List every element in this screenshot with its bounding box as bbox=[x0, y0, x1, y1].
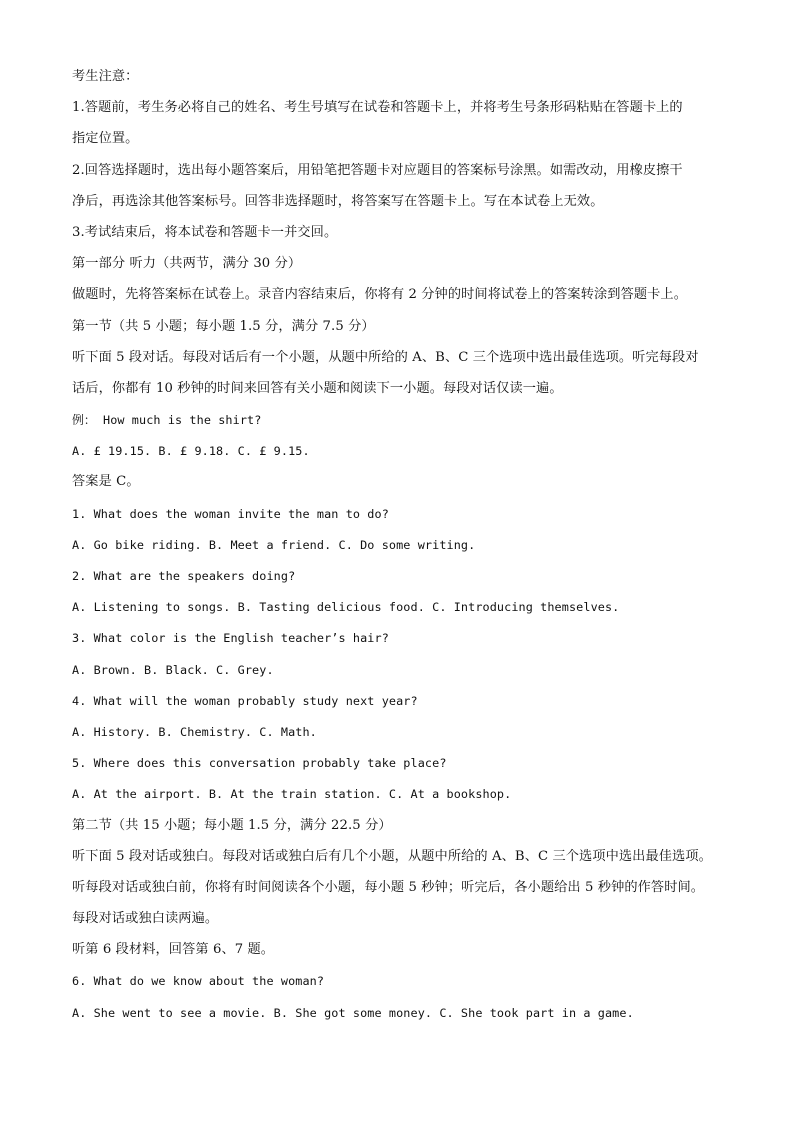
question-5: 5. Where does this conversation probably take place? bbox=[72, 756, 447, 771]
exam-page bbox=[72, 64, 736, 1031]
material-6-heading: 听第 6 段材料，回答第 6、7 题。 bbox=[72, 942, 275, 958]
section-two-instruction-end: 每段对话或独白读两遍。 bbox=[72, 911, 219, 927]
question-3-options: A. Brown. B. Black. C. Grey. bbox=[72, 662, 274, 677]
section-one-heading: 第一节（共 5 小题；每小题 1.5 分，满分 7.5 分） bbox=[72, 318, 375, 334]
notice-item-2: 2.回答选择题时，选出每小题答案后，用铅笔把答题卡对应题目的答案标号涂黑。如需改动，用橡皮擦干 bbox=[72, 162, 683, 178]
part-one-heading: 第一部分 听力（共两节，满分 30 分） bbox=[72, 256, 302, 272]
section-one-instruction-cont: 话后，你都有 10 秒钟的时间来回答有关小题和阅读下一小题。每段对话仅读一遍。 bbox=[72, 380, 563, 396]
question-5-options: A. At the airport. B. At the train station. C. At a bookshop. bbox=[72, 787, 512, 802]
notice-item-1-cont: 指定位置。 bbox=[72, 131, 139, 147]
question-3: 3. What color is the English teacher’s hair? bbox=[72, 631, 389, 646]
section-two-instruction: 听下面 5 段对话或独白。每段对话或独白后有几个小题，从题中所给的 A、B、C 三个选项中选出最佳选项。 bbox=[72, 848, 712, 864]
notice-item-2-cont: 净后，再选涂其他答案标号。回答非选择题时，将答案写在答题卡上。写在本试卷上无效。 bbox=[72, 193, 604, 209]
section-one-instruction: 听下面 5 段对话。每段对话后有一个小题，从题中所给的 A、B、C 三个选项中选出最佳选项。听完每段对 bbox=[72, 349, 699, 365]
section-two-instruction-cont: 听每段对话或独白前，你将有时间阅读各个小题，每小题 5 秒钟；听完后，各小题给出 5 秒钟的作答时间。 bbox=[72, 879, 705, 895]
question-4-options: A. History. B. Chemistry. C. Math. bbox=[72, 724, 317, 739]
section-two-heading: 第二节（共 15 小题；每小题 1.5 分，满分 22.5 分） bbox=[72, 817, 392, 833]
part-one-instruction: 做题时，先将答案标在试卷上。录音内容结束后，你将有 2 分钟的时间将试卷上的答案转涂到答题卡上。 bbox=[72, 287, 688, 303]
question-2: 2. What are the speakers doing? bbox=[72, 569, 296, 583]
question-2-options: A. Listening to songs. B. Tasting delicious food. C. Introducing themselves. bbox=[72, 600, 620, 615]
example-answer: 答案是 C。 bbox=[72, 474, 140, 490]
question-4: 4. What will the woman probably study next year? bbox=[72, 693, 418, 708]
question-6-options: A. She went to see a movie. B. She got some money. C. She took part in a game. bbox=[72, 1005, 634, 1020]
notice-item-3: 3.考试结束后，将本试卷和答题卡一并交回。 bbox=[72, 224, 338, 240]
notice-heading: 考生注意： bbox=[72, 69, 139, 84]
question-1: 1. What does the woman invite the man to do? bbox=[72, 506, 389, 521]
question-1-options: A. Go bike riding. B. Meet a friend. C. Do some writing. bbox=[72, 537, 476, 552]
example-options: A. £ 19.15. B. £ 9.18. C. £ 9.15. bbox=[72, 444, 310, 459]
notice-item-1: 1.答题前，考生务必将自己的姓名、考生号填写在试卷和答题卡上，并将考生号条形码粘贴在答题卡上的 bbox=[72, 100, 683, 116]
question-6: 6. What do we know about the woman? bbox=[72, 974, 325, 989]
example-question: 例： How much is the shirt? bbox=[72, 413, 262, 428]
